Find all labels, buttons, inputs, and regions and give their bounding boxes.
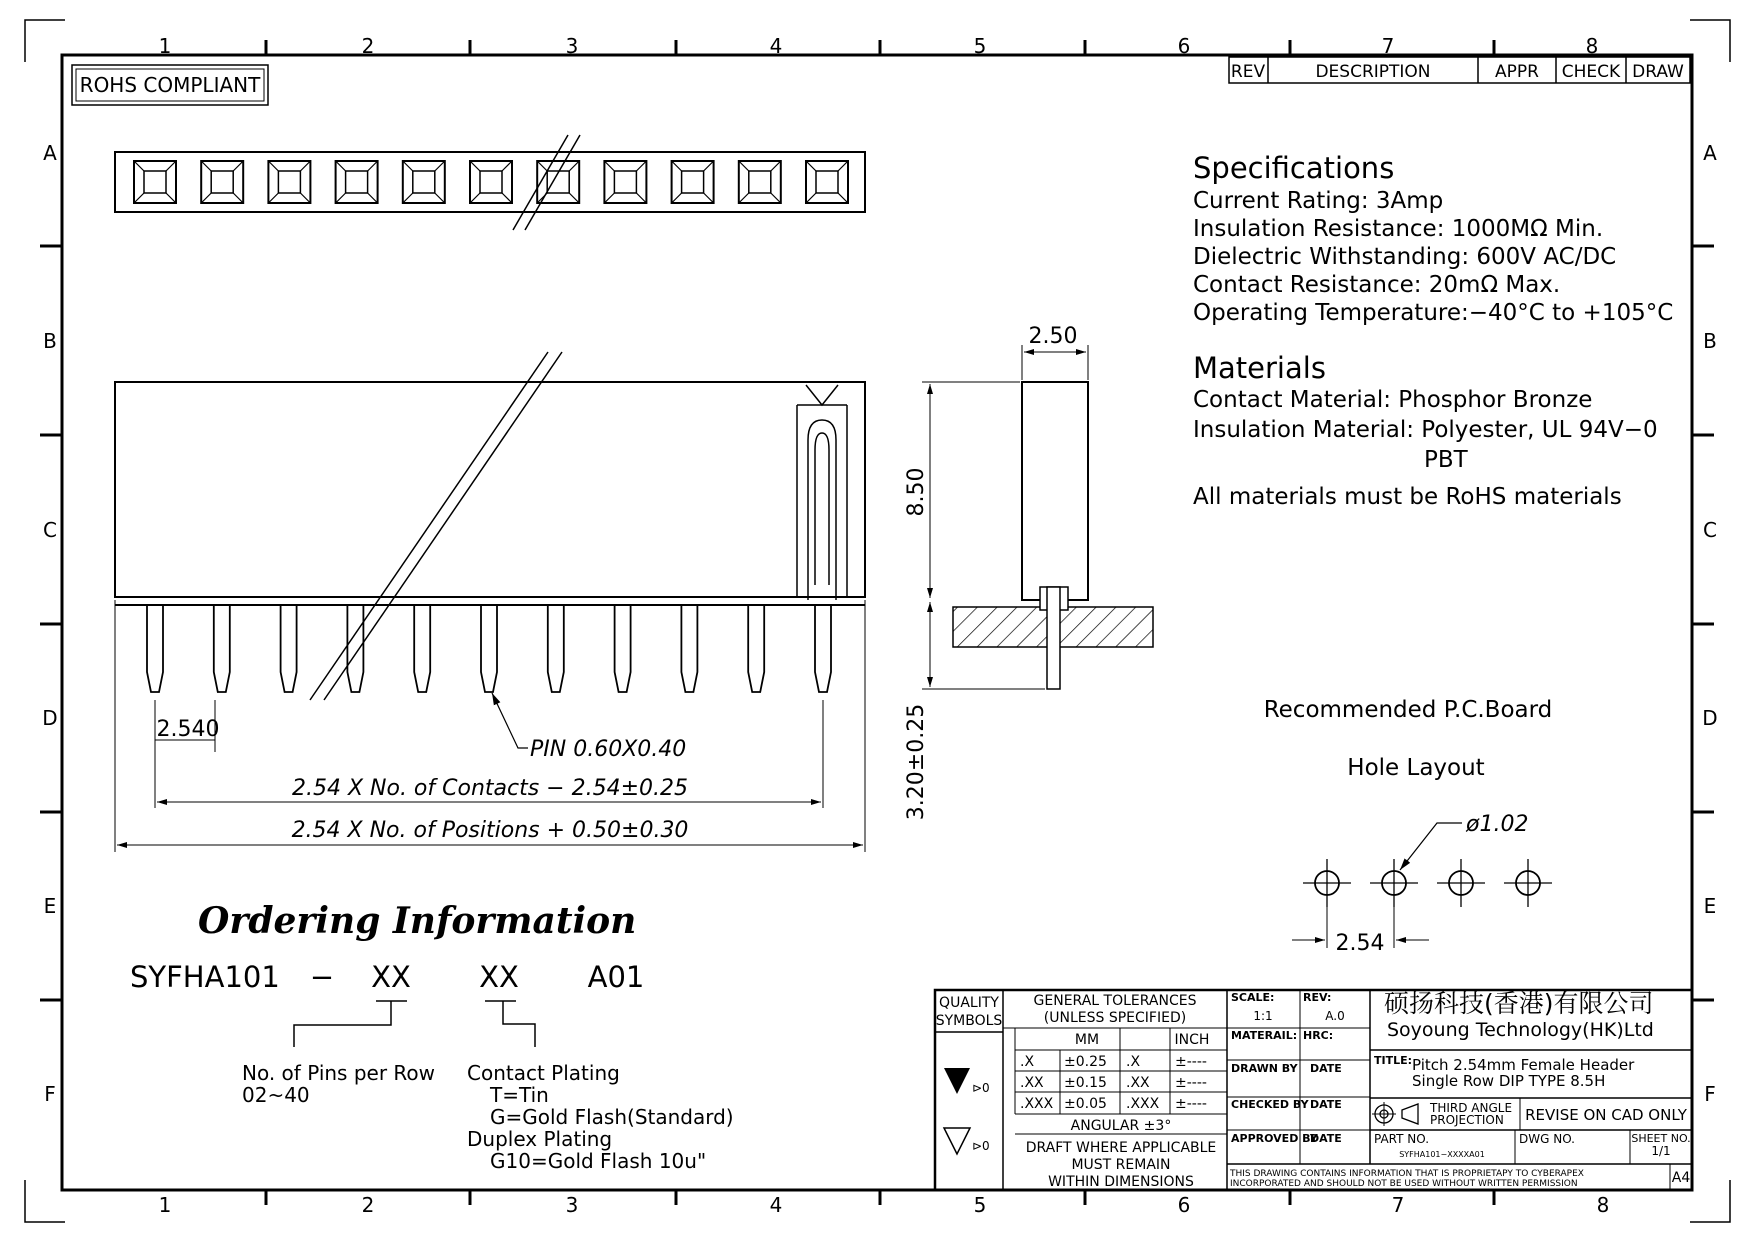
tol-row2-c: .XX <box>1126 1075 1150 1091</box>
top-pin-chamfer <box>403 161 413 171</box>
material-contact: Contact Material: Phosphor Bronze <box>1193 387 1593 413</box>
zone-col-2-bottom: 2 <box>361 1193 375 1217</box>
front-pin <box>414 605 430 692</box>
zone-col-6-top: 6 <box>1177 34 1191 58</box>
top-pin-inner <box>144 171 166 193</box>
code-dash: − <box>309 960 335 994</box>
description-header: DESCRIPTION <box>1315 62 1431 82</box>
revise-note: REVISE ON CAD ONLY <box>1525 1106 1687 1124</box>
pcb-hole <box>1504 859 1552 907</box>
top-pin-inner <box>480 171 502 193</box>
top-pin <box>134 161 176 203</box>
spec-line-current: Current Rating: 3Amp <box>1193 188 1444 214</box>
draft-2: MUST REMAIN <box>1071 1157 1171 1173</box>
tol-row1-c: .X <box>1126 1054 1141 1070</box>
materials <box>1193 351 1658 510</box>
top-pin-inner <box>547 171 569 193</box>
top-pin-chamfer <box>502 193 512 203</box>
checked-by-label: CHECKED BY <box>1231 1098 1309 1111</box>
spec-line-temperature: Operating Temperature:−40°C to +105°C <box>1193 300 1674 326</box>
top-pin-chamfer <box>771 193 781 203</box>
top-pin-inner <box>211 171 233 193</box>
top-pin-chamfer <box>569 161 579 171</box>
rev-header: REV <box>1230 62 1266 82</box>
zone-row-a-left: A <box>43 141 57 165</box>
top-pin-chamfer <box>771 161 781 171</box>
top-pin-chamfer <box>806 161 816 171</box>
top-pin-chamfer <box>739 161 749 171</box>
surface-symbol-icon <box>944 1128 970 1154</box>
rev-label: REV: <box>1303 991 1332 1004</box>
hole-pitch: 2.54 <box>1335 931 1385 956</box>
top-pin-chamfer <box>336 193 346 203</box>
top-pin-inner <box>816 171 838 193</box>
zone-col-3-top: 3 <box>565 34 579 58</box>
top-pin-chamfer <box>636 193 646 203</box>
projection-1: THIRD ANGLE <box>1430 1101 1513 1115</box>
top-pin <box>470 161 512 203</box>
tol-row2-b: ±0.15 <box>1064 1075 1107 1091</box>
pcb-hole <box>1370 859 1418 907</box>
pins-label: No. of Pins per Row <box>242 1061 435 1085</box>
front-pin <box>548 605 564 692</box>
top-pin <box>268 161 310 203</box>
revision-table <box>1229 57 1690 83</box>
side-tail: 3.20±0.25 <box>904 703 929 821</box>
scale-label: SCALE: <box>1231 991 1275 1004</box>
spec-line-dielectric: Dielectric Withstanding: 600V AC/DC <box>1193 244 1617 270</box>
appr-header: APPR <box>1495 62 1539 82</box>
top-pin-chamfer <box>636 161 646 171</box>
top-pin-chamfer <box>268 193 278 203</box>
sym2-sub: ⊳0 <box>972 1139 990 1153</box>
tol-row2-d: ±---- <box>1175 1075 1207 1091</box>
top-pin-chamfer <box>201 161 211 171</box>
sheet-no-value: 1/1 <box>1651 1144 1671 1158</box>
approved-by-label: APPROVED BY <box>1231 1132 1318 1145</box>
top-pin-chamfer <box>672 161 682 171</box>
title-line1: Pitch 2.54mm Female Header <box>1412 1056 1635 1074</box>
angular-tol: ANGULAR ±3° <box>1070 1118 1172 1134</box>
draw-header: DRAW <box>1632 62 1684 82</box>
specifications <box>1193 151 1673 326</box>
code-xx-plating: XX <box>479 960 519 994</box>
drawn-date-label: DATE <box>1310 1062 1342 1075</box>
top-pin-chamfer <box>604 161 614 171</box>
zone-col-7-top: 7 <box>1381 34 1395 58</box>
part-no-value: SYFHA101−XXXXA01 <box>1399 1150 1485 1159</box>
gen-tol-1: GENERAL TOLERANCES <box>1033 993 1197 1009</box>
duplex-g10: G10=Gold Flash 10u" <box>490 1149 707 1173</box>
zone-row-e-right: E <box>1703 894 1717 918</box>
title-label: TITLE: <box>1374 1054 1413 1067</box>
mm-header: MM <box>1074 1032 1100 1048</box>
rev-value: A.0 <box>1325 1009 1345 1023</box>
material-rohs-note: All materials must be RoHS materials <box>1193 484 1622 510</box>
top-pin <box>604 161 646 203</box>
material-insulation: Insulation Material: Polyester, UL 94V−0 <box>1193 417 1658 443</box>
zone-col-4-bottom: 4 <box>769 1193 783 1217</box>
paper-size: A4 <box>1671 1170 1691 1186</box>
approved-date-label: DATE <box>1310 1132 1342 1145</box>
side-view <box>904 324 1153 820</box>
top-pin-chamfer <box>470 161 480 171</box>
top-pin-chamfer <box>838 161 848 171</box>
tol-row3-b: ±0.05 <box>1064 1096 1107 1112</box>
spec-line-contact-resistance: Contact Resistance: 20mΩ Max. <box>1193 272 1561 298</box>
top-pin-chamfer <box>134 161 144 171</box>
zone-col-5-top: 5 <box>973 34 987 58</box>
rohs-label: ROHS COMPLIANT <box>79 73 261 97</box>
tol-row2-a: .XX <box>1020 1075 1044 1091</box>
dwg-no-label: DWG NO. <box>1519 1132 1575 1146</box>
zone-col-4-top: 4 <box>769 34 783 58</box>
company-name-cn: 硕扬科技(香港)有限公司 <box>1384 989 1654 1018</box>
top-pin <box>201 161 243 203</box>
top-pin-chamfer <box>233 161 243 171</box>
front-pin <box>281 605 297 692</box>
top-pin-chamfer <box>672 193 682 203</box>
zone-col-1-top: 1 <box>158 34 172 58</box>
code-prefix: SYFHA101 <box>130 960 280 994</box>
top-pin-chamfer <box>704 161 714 171</box>
plating-label: Contact Plating <box>467 1061 620 1085</box>
pcb-hole-layout <box>1264 697 1553 956</box>
top-pin-chamfer <box>166 161 176 171</box>
zone-col-7-bottom: 7 <box>1391 1193 1405 1217</box>
duplex-label: Duplex Plating <box>467 1127 613 1151</box>
top-pin-chamfer <box>268 161 278 171</box>
tol-row1-b: ±0.25 <box>1064 1054 1107 1070</box>
company-name-en: Soyoung Technology(HK)Ltd <box>1387 1019 1654 1041</box>
quality-symbols-1: QUALITY <box>939 995 999 1011</box>
dim-positions: 2.54 X No. of Positions + 0.50±0.30 <box>291 818 689 843</box>
top-pin <box>739 161 781 203</box>
proprietary-1: THIS DRAWING CONTAINS INFORMATION THAT IS PROPRIETAPY TO CYBERAPEX <box>1230 1169 1584 1179</box>
draft-1: DRAFT WHERE APPLICABLE <box>1025 1140 1217 1156</box>
front-pin <box>214 605 230 692</box>
machined-symbol-icon <box>944 1068 970 1094</box>
spec-line-insulation: Insulation Resistance: 1000MΩ Min. <box>1193 216 1604 242</box>
top-pin <box>403 161 445 203</box>
hrc-label: HRC: <box>1303 1029 1334 1042</box>
zone-row-b-left: B <box>43 329 57 353</box>
top-pin-chamfer <box>704 193 714 203</box>
title-block <box>935 989 1692 1190</box>
zone-col-1-bottom: 1 <box>158 1193 172 1217</box>
top-pin-inner <box>614 171 636 193</box>
code-xx-pins: XX <box>371 960 411 994</box>
top-pin-chamfer <box>233 193 243 203</box>
title-line2: Single Row DIP TYPE 8.5H <box>1412 1072 1606 1090</box>
pcb-title-line1: Recommended P.C.Board <box>1263 697 1553 723</box>
ordering-heading: Ordering Information <box>198 900 637 942</box>
zone-row-f-left: F <box>44 1082 56 1106</box>
top-view <box>115 135 865 230</box>
dim-contacts: 2.54 X No. of Contacts − 2.54±0.25 <box>291 776 689 801</box>
front-pin <box>681 605 697 692</box>
top-pin-inner <box>413 171 435 193</box>
hole-diameter: ø1.02 <box>1466 812 1529 837</box>
zone-col-3-bottom: 3 <box>565 1193 579 1217</box>
third-angle-projection-icon <box>1372 1102 1418 1126</box>
top-pin-chamfer <box>537 161 547 171</box>
front-pin <box>147 605 163 692</box>
top-pin-chamfer <box>134 193 144 203</box>
zone-row-e-left: E <box>43 894 57 918</box>
front-pin <box>815 605 831 692</box>
top-pin-chamfer <box>201 193 211 203</box>
sym1-sub: ⊳0 <box>972 1081 990 1095</box>
side-width: 2.50 <box>1028 324 1078 349</box>
top-pin-chamfer <box>166 193 176 203</box>
pins-range: 02~40 <box>242 1083 310 1107</box>
top-pin-inner <box>749 171 771 193</box>
tol-row3-c: .XXX <box>1126 1096 1160 1112</box>
top-pin-inner <box>682 171 704 193</box>
drawn-by-label: DRAWN BY <box>1231 1062 1298 1075</box>
zone-col-8-bottom: 8 <box>1596 1193 1610 1217</box>
front-pin <box>748 605 764 692</box>
checked-date-label: DATE <box>1310 1098 1342 1111</box>
top-pin-inner <box>278 171 300 193</box>
ordering-information <box>130 900 734 1173</box>
part-no-label: PART NO. <box>1374 1132 1430 1146</box>
top-pin-chamfer <box>435 161 445 171</box>
plating-gold: G=Gold Flash(Standard) <box>490 1105 734 1129</box>
materials-heading: Materials <box>1193 351 1326 385</box>
top-pin <box>336 161 378 203</box>
proprietary-2: INCORPORATED AND SHOULD NOT BE USED WITHOUT WRITTEN PERMISSION <box>1230 1179 1578 1189</box>
pin-callout: PIN 0.60X0.40 <box>530 737 687 762</box>
top-pin-chamfer <box>368 193 378 203</box>
gen-tol-2: (UNLESS SPECIFIED) <box>1043 1010 1187 1026</box>
quality-symbols-2: SYMBOLS <box>935 1013 1003 1029</box>
zone-row-d-right: D <box>1702 706 1718 730</box>
front-pin <box>347 605 363 692</box>
material-insulation-cont: PBT <box>1424 447 1468 473</box>
top-pin-chamfer <box>435 193 445 203</box>
zone-row-f-right: F <box>1704 1082 1716 1106</box>
plating-tin: T=Tin <box>490 1083 549 1107</box>
zone-row-c-left: C <box>43 518 57 542</box>
draft-3: WITHIN DIMENSIONS <box>1048 1174 1194 1190</box>
front-view <box>115 352 865 852</box>
top-pin-chamfer <box>739 193 749 203</box>
top-pin-chamfer <box>403 193 413 203</box>
zone-col-6-bottom: 6 <box>1177 1193 1191 1217</box>
inch-header: INCH <box>1174 1032 1210 1048</box>
top-pin-inner <box>346 171 368 193</box>
top-pin-chamfer <box>806 193 816 203</box>
tol-row3-a: .XXX <box>1020 1096 1054 1112</box>
material-label: MATERAIL: <box>1231 1029 1298 1042</box>
zone-col-5-bottom: 5 <box>973 1193 987 1217</box>
pcb-hole <box>1303 859 1351 907</box>
sheet-no-label: SHEET NO. <box>1631 1132 1691 1145</box>
zone-row-d-left: D <box>42 706 58 730</box>
top-pin-chamfer <box>368 161 378 171</box>
scale-value: 1:1 <box>1253 1009 1273 1023</box>
projection-2: PROJECTION <box>1430 1113 1504 1127</box>
tol-row1-a: .X <box>1020 1054 1035 1070</box>
top-pin-chamfer <box>838 193 848 203</box>
zone-row-c-right: C <box>1703 518 1717 542</box>
specifications-heading: Specifications <box>1193 151 1395 185</box>
top-pin-chamfer <box>470 193 480 203</box>
top-pin-chamfer <box>300 161 310 171</box>
front-pin <box>615 605 631 692</box>
tol-row3-d: ±---- <box>1175 1096 1207 1112</box>
front-pin <box>481 605 497 692</box>
zone-col-2-top: 2 <box>361 34 375 58</box>
top-pin <box>806 161 848 203</box>
dim-pitch: 2.540 <box>156 717 220 742</box>
pcb-hole <box>1437 859 1485 907</box>
side-height: 8.50 <box>904 467 929 517</box>
top-pin-chamfer <box>502 161 512 171</box>
zone-col-8-top: 8 <box>1585 34 1599 58</box>
top-pin <box>672 161 714 203</box>
check-header: CHECK <box>1561 62 1621 82</box>
top-pin-chamfer <box>569 193 579 203</box>
top-pin-chamfer <box>604 193 614 203</box>
top-pin-chamfer <box>300 193 310 203</box>
rohs-compliant-stamp <box>72 65 268 105</box>
zone-row-a-right: A <box>1703 141 1717 165</box>
zone-row-b-right: B <box>1703 329 1717 353</box>
tol-row1-d: ±---- <box>1175 1054 1207 1070</box>
top-pin-chamfer <box>336 161 346 171</box>
code-suffix: A01 <box>587 960 645 994</box>
pcb-title-line2: Hole Layout <box>1347 755 1485 781</box>
